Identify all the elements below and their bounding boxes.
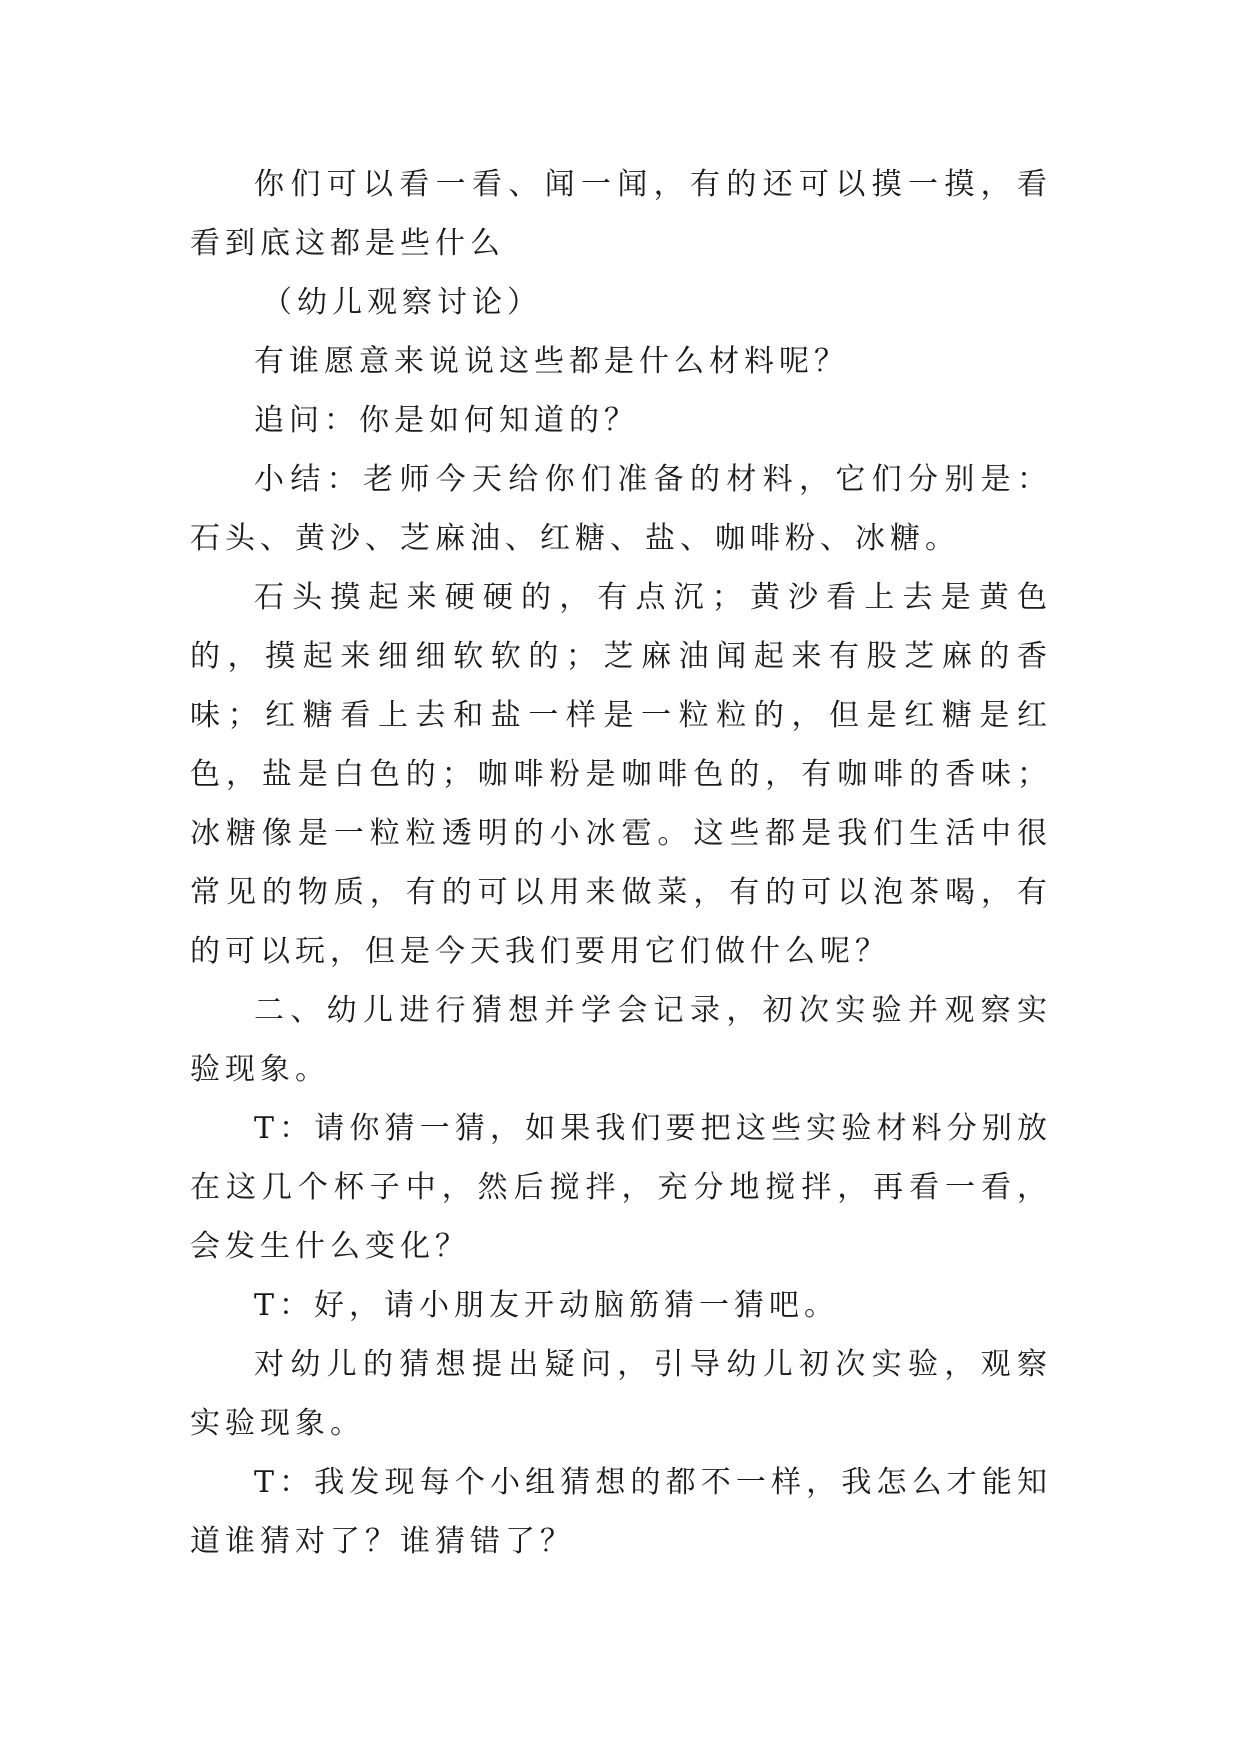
paragraph-question-materials: 有谁愿意来说说这些都是什么材料呢？	[254, 344, 849, 379]
paragraph-summary: 小结：老师今天给你们准备的材料，它们分别是：石头、黄沙、芝麻油、红糖、盐、咖啡粉、冰糖。	[190, 462, 1052, 556]
document-body	[190, 155, 1052, 1571]
paragraph-guide-experiment: 对幼儿的猜想提出疑问，引导幼儿初次实验，观察实验现象。	[190, 1347, 1052, 1441]
paragraph-teacher-who-is-right: T：我发现每个小组猜想的都不一样，我怎么才能知道谁猜对了？谁猜错了？	[190, 1465, 1052, 1559]
paragraph-teacher-guess-prompt: T：请你猜一猜，如果我们要把这些实验材料分别放在这几个杯子中，然后搅拌，充分地搅拌，再看一看，会发生什么变化？	[190, 1111, 1052, 1264]
paragraph-material-description: 石头摸起来硬硬的，有点沉；黄沙看上去是黄色的，摸起来细细软软的；芝麻油闻起来有股芝麻的香味；红糖看上去和盐一样是一粒粒的，但是红糖是红色，盐是白色的；咖啡粉是咖啡色的，有咖啡的香味；冰糖像是一粒粒透明的小冰雹。这些都是我们生活中很常见的物质，有的可以用来做菜，有的可以泡茶喝，有的可以玩，但是今天我们要用它们做什么呢？	[190, 580, 1052, 969]
paragraph-children-discuss: （幼儿观察讨论）	[262, 285, 542, 320]
paragraph-section-two-heading: 二、幼儿进行猜想并学会记录，初次实验并观察实验现象。	[190, 993, 1052, 1087]
paragraph-follow-up: 追问：你是如何知道的？	[254, 403, 639, 438]
paragraph-observe-intro: 你们可以看一看、闻一闻，有的还可以摸一摸，看看到底这都是些什么	[190, 167, 1052, 261]
paragraph-teacher-encourage: T：好，请小朋友开动脑筋猜一猜吧。	[254, 1288, 840, 1323]
